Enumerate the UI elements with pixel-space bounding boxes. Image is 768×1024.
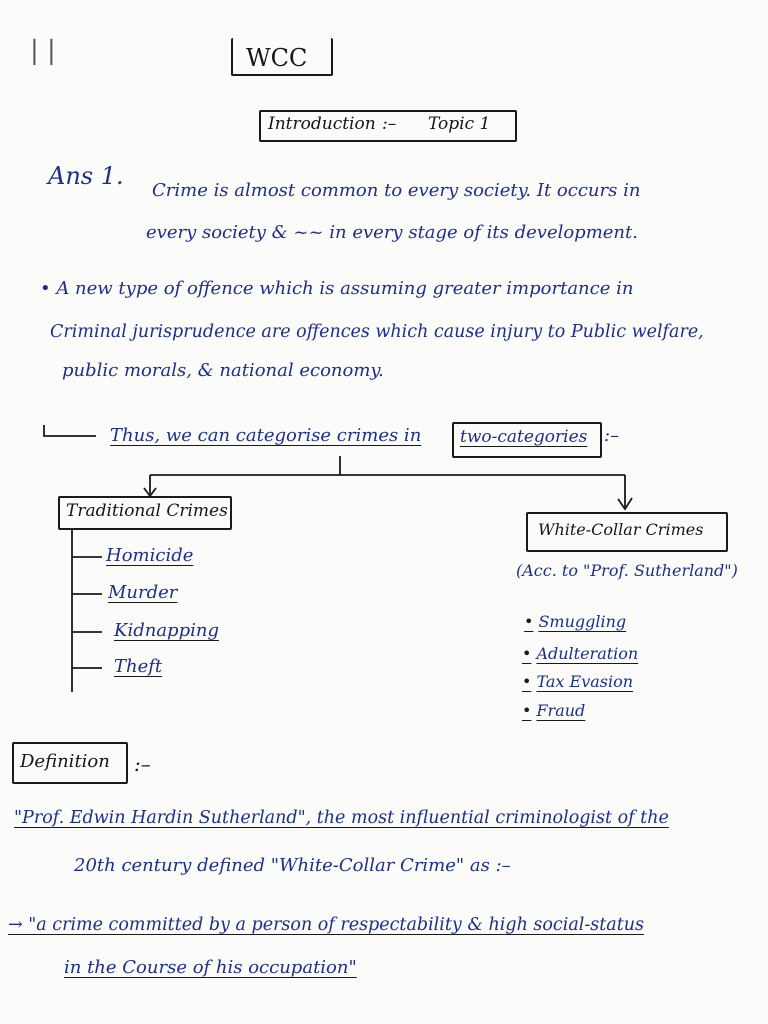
answer-label: Ans 1. (48, 162, 124, 190)
traditional-item: Homicide (106, 545, 194, 566)
white-collar-item: • Tax Evasion (522, 672, 633, 691)
white-collar-attribution: (Acc. to "Prof. Sutherland") (516, 561, 738, 580)
white-collar-item: • Fraud (522, 701, 585, 720)
categorise-text: Thus, we can categorise crimes in (110, 425, 422, 446)
definition-line-2: 20th century defined "White-Collar Crime" as :– (74, 855, 511, 876)
page-title: WCC (246, 44, 308, 72)
para2-line-1: • A new type of offence which is assuming greater importance in (40, 278, 634, 299)
white-collar-title: White-Collar Crimes (538, 520, 704, 539)
traditional-item: Theft (114, 656, 163, 677)
two-categories-label: two-categories (460, 427, 588, 447)
white-collar-item: • Adulteration (522, 644, 638, 663)
intro-label: Introduction (268, 114, 376, 134)
traditional-item: Kidnapping (114, 620, 219, 641)
margin-mark: | | (30, 36, 56, 66)
definition-quote-1: → "a crime committed by a person of respectability & high social-status (8, 915, 644, 935)
para2-line-3: public morals, & national economy. (62, 360, 384, 381)
definition-line-1: "Prof. Edwin Hardin Sutherland", the most influential criminologist of the (14, 808, 669, 828)
traditional-crimes-title: Traditional Crimes (66, 501, 228, 521)
definition-separator: :– (134, 752, 151, 776)
intro-separator: :– (382, 114, 397, 134)
topic-label: Topic 1 (428, 114, 491, 134)
white-collar-item: • Smuggling (524, 612, 626, 631)
answer-line-1: Crime is almost common to every society. It occurs in (152, 180, 641, 201)
para2-line-2: Criminal jurisprudence are offences which cause injury to Public welfare, (50, 322, 704, 342)
definition-label: Definition (20, 751, 110, 772)
answer-line-2: every society & ~~ in every stage of its development. (146, 222, 638, 243)
categorise-suffix: :– (604, 425, 620, 446)
traditional-item: Murder (108, 582, 178, 603)
definition-quote-2: in the Course of his occupation" (64, 957, 357, 978)
